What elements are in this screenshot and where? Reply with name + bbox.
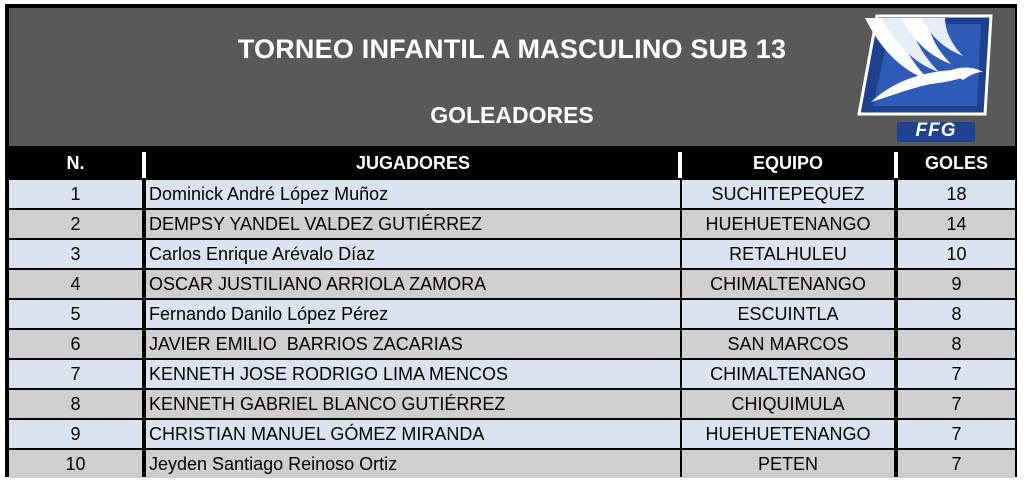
table-row <box>9 450 1015 478</box>
cell-team: SAN MARCOS <box>727 334 849 354</box>
cell-goals: 8 <box>951 334 962 354</box>
table-row <box>9 270 1015 298</box>
cell-team: CHIMALTENANGO <box>710 364 866 384</box>
cell-goals: 18 <box>946 184 967 204</box>
cell-team: HUEHUETENANGO <box>705 424 871 444</box>
cell-player: Dominick André López Muñoz <box>149 184 389 204</box>
cell-number: 1 <box>70 184 81 204</box>
cell-number: 5 <box>70 304 81 324</box>
column-header-player: JUGADORES <box>355 152 471 173</box>
table-row <box>9 390 1015 418</box>
cell-goals: 7 <box>951 424 962 444</box>
cell-team: PETEN <box>757 454 818 474</box>
cell-player: OSCAR JUSTILIANO ARRIOLA ZAMORA <box>149 274 487 294</box>
page-title: TORNEO INFANTIL A MASCULINO SUB 13 <box>237 34 787 64</box>
table-row <box>9 300 1015 328</box>
cell-goals: 7 <box>951 364 962 384</box>
column-header-number: N. <box>66 152 85 173</box>
table-row <box>9 240 1015 268</box>
cell-goals: 7 <box>951 394 962 414</box>
cell-player: JAVIER EMILIO BARRIOS ZACARIAS <box>149 334 463 354</box>
table-row <box>9 180 1015 208</box>
cell-number: 3 <box>70 244 81 264</box>
column-header-goals: GOLES <box>924 152 988 173</box>
cell-goals: 7 <box>951 454 962 474</box>
cell-team: SUCHITEPEQUEZ <box>711 184 865 204</box>
cell-number: 9 <box>70 424 81 444</box>
cell-team: ESCUINTLA <box>737 304 839 324</box>
cell-number: 4 <box>70 274 81 294</box>
cell-number: 6 <box>70 334 81 354</box>
logo-text: FFG <box>915 120 957 141</box>
cell-team: RETALHULEU <box>729 244 847 264</box>
cell-player: DEMPSY YANDEL VALDEZ GUTIÉRREZ <box>149 214 483 234</box>
cell-player: Fernando Danilo López Pérez <box>149 304 389 324</box>
table-row <box>9 420 1015 448</box>
column-header-team: EQUIPO <box>752 152 823 173</box>
table-header <box>9 8 1015 146</box>
cell-player: Jeyden Santiago Reinoso Ortiz <box>149 454 398 474</box>
cell-number: 10 <box>65 454 86 474</box>
cell-goals: 8 <box>951 304 962 324</box>
cell-player: CHRISTIAN MANUEL GÓMEZ MIRANDA <box>149 424 485 444</box>
cell-team: CHIQUIMULA <box>731 394 845 414</box>
cell-team: CHIMALTENANGO <box>710 274 866 294</box>
cell-number: 8 <box>70 394 81 414</box>
cell-team: HUEHUETENANGO <box>705 214 871 234</box>
table-row <box>9 210 1015 238</box>
scorers-table <box>5 4 1017 477</box>
page-subtitle: GOLEADORES <box>430 102 594 128</box>
cell-goals: 9 <box>951 274 962 294</box>
cell-player: Carlos Enrique Arévalo Díaz <box>149 244 376 264</box>
table-row <box>9 360 1015 388</box>
cell-player: KENNETH JOSE RODRIGO LIMA MENCOS <box>149 364 509 384</box>
table-row <box>9 330 1015 358</box>
cell-number: 2 <box>70 214 81 234</box>
cell-goals: 10 <box>946 244 967 264</box>
cell-goals: 14 <box>946 214 967 234</box>
cell-number: 7 <box>70 364 81 384</box>
cell-player: KENNETH GABRIEL BLANCO GUTIÉRREZ <box>149 394 506 414</box>
